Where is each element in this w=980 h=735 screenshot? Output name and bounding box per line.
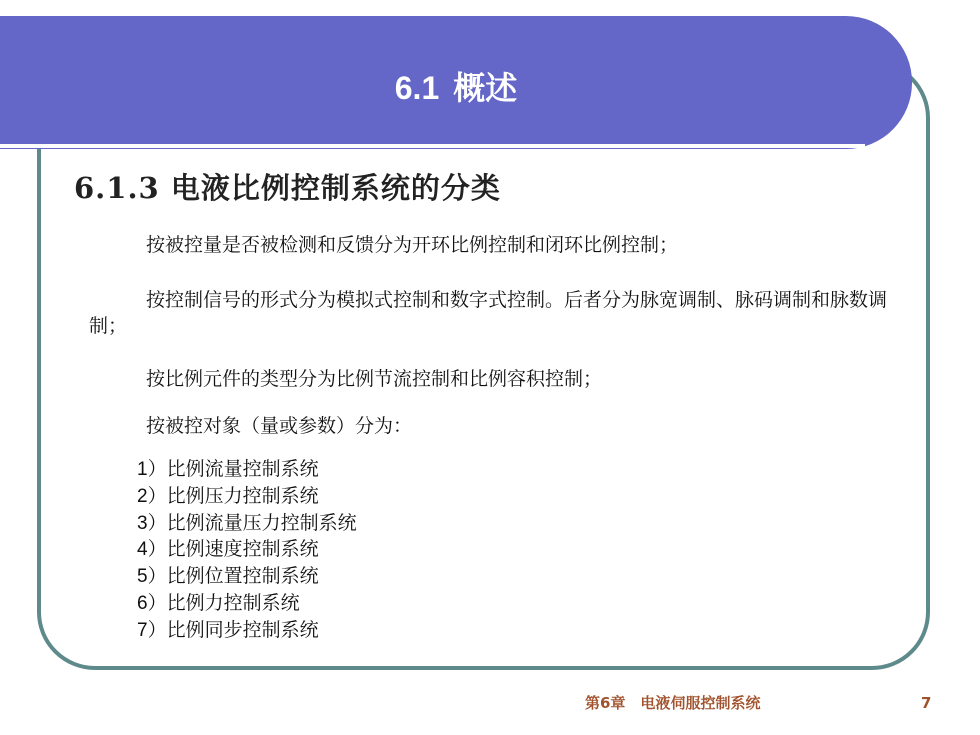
list-item-number: 2 (137, 485, 148, 507)
title-divider (0, 144, 865, 148)
list-item-text: ）比例同步控制系统 (147, 618, 319, 641)
list-item-number: 4 (137, 539, 148, 561)
list-item-number: 1 (137, 459, 148, 480)
page-number: 7 (921, 694, 932, 712)
paragraph-signal: 按控制信号的形式分为模拟式控制和数字式控制。后者分为脉宽调制、脉码调制和脉数调制； (89, 289, 888, 337)
list-item-text: ）比例压力控制系统 (147, 484, 319, 507)
list-item-text: ）比例流量压力控制系统 (147, 511, 357, 534)
paragraph-element: 按比例元件的类型分为比例节流控制和比例容积控制； (146, 368, 603, 390)
list-item (137, 536, 357, 563)
list-item (137, 510, 357, 537)
list-item-text: ）比例位置控制系统 (147, 565, 319, 588)
list-item-number: 6 (137, 592, 148, 614)
list-item-text: ）比例流量控制系统 (147, 458, 319, 480)
list-item (137, 617, 357, 644)
list-item-text: ）比例速度控制系统 (147, 538, 319, 561)
list-item-number: 3 (137, 512, 148, 534)
title-number: 6.1 (394, 70, 440, 106)
footer-chapter: 第6章 电液伺服控制系统 (585, 694, 761, 712)
list-item (137, 456, 357, 483)
paragraph-object: 按被控对象（量或参数）分为： (146, 415, 413, 437)
list-item-number: 7 (137, 619, 148, 641)
slide-title (0, 68, 912, 108)
title-text: 概述 (453, 70, 518, 106)
list-item (137, 563, 357, 590)
list-item-text: ）比例力控制系统 (147, 591, 300, 614)
classification-list (137, 456, 357, 644)
list-item-number: 5 (137, 566, 148, 588)
paragraph-feedback: 按被控量是否被检测和反馈分为开环比例控制和闭环比例控制； (146, 234, 679, 256)
list-item (137, 483, 357, 510)
title-banner (0, 16, 912, 149)
section-subtitle: 6.1.3 电液比例控制系统的分类 (74, 171, 501, 205)
list-item (137, 590, 357, 617)
